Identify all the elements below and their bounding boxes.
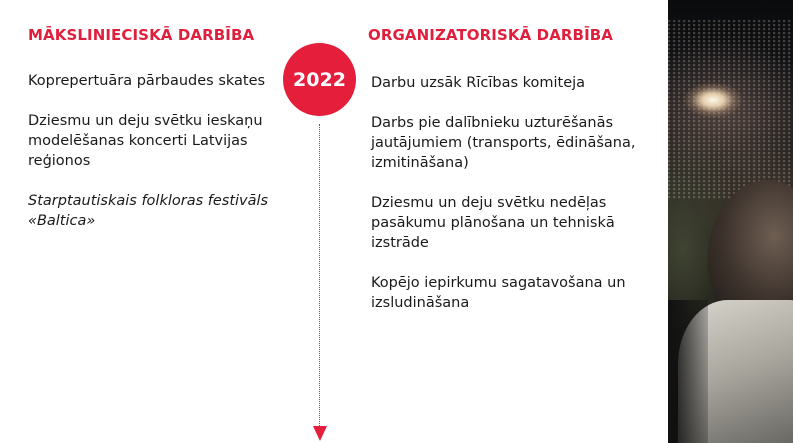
organizational-activity-item: Darbu uzsāk Rīcības komiteja bbox=[371, 75, 586, 91]
artistic-activity-item: Dziesmu un deju svētku ieskaņu modelēšanas koncerti Latvijas reģionos bbox=[28, 113, 263, 169]
organizational-activity-item: Dziesmu un deju svētku nedēļas pasākumu plānošana un tehniskā izstrāde bbox=[371, 195, 615, 251]
organizational-activity-list bbox=[371, 73, 656, 333]
timeline-arrow-down-icon bbox=[313, 426, 327, 441]
year-label: 2022 bbox=[293, 68, 346, 91]
artistic-activity-heading: MĀKSLINIECISKĀ DARBĪBA bbox=[28, 26, 255, 44]
organizational-activity-heading: ORGANIZATORISKĀ DARBĪBA bbox=[368, 26, 614, 44]
performer-silhouette bbox=[708, 180, 793, 320]
artistic-activity-item: Koprepertuāra pārbaudes skates bbox=[28, 73, 266, 89]
festival-crowd-photo bbox=[668, 0, 793, 443]
artistic-activity-list bbox=[28, 71, 278, 251]
organizational-activity-item: Darbs pie dalībnieku uzturēšanās jautājumiem (transports, ēdināšana, izmitināšana) bbox=[371, 115, 636, 171]
organizational-activity-item: Kopējo iepirkumu sagatavošana un izsludināšana bbox=[371, 275, 626, 311]
timeline-dotted-line bbox=[319, 124, 320, 426]
photo-shadow bbox=[668, 300, 708, 443]
artistic-activity-item: Starptautiskais folkloras festivāls «Baltica» bbox=[28, 193, 269, 229]
year-badge bbox=[283, 43, 356, 116]
crowd-texture bbox=[668, 20, 793, 200]
